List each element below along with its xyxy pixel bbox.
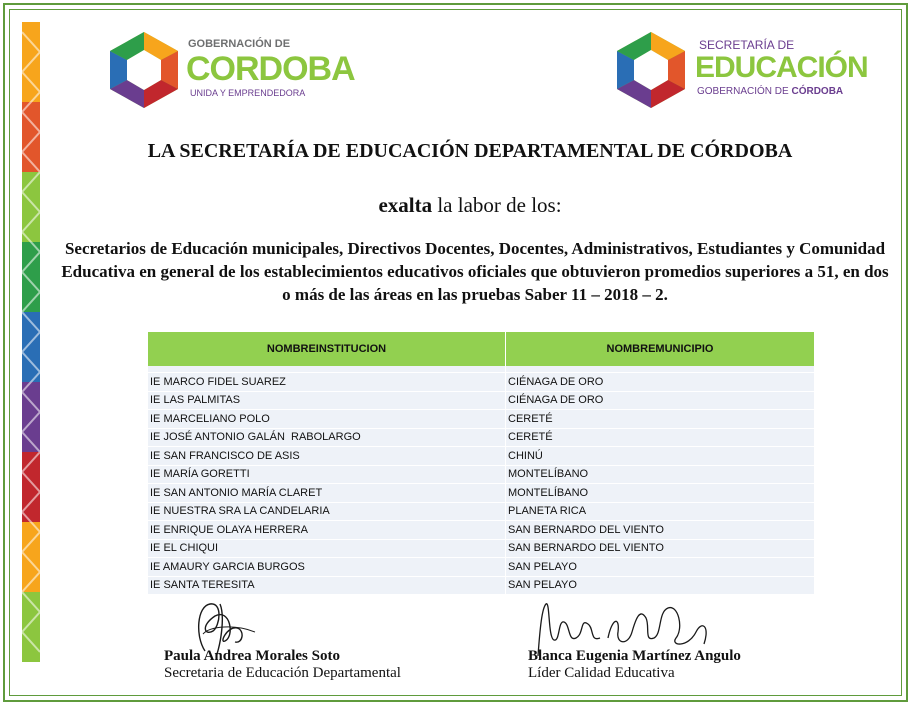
table-row (148, 484, 814, 503)
column-header-municipality: NOMBREMUNICIPIO (506, 332, 815, 366)
signer-2-title: Líder Calidad Educativa (528, 665, 675, 681)
institution-cell: IE ENRIQUE OLAYA HERRERA (148, 521, 506, 540)
institution-cell: IE MARÍA GORETTI (148, 465, 506, 484)
signer-2-name: Blanca Eugenia Martínez Angulo (528, 648, 741, 664)
table-row (148, 447, 814, 466)
exalta-bold: exalta (378, 193, 433, 217)
secretaria-educacion-logo (611, 30, 868, 110)
table-row (148, 502, 814, 521)
table-row (148, 521, 814, 540)
municipality-cell: CIÉNAGA DE ORO (506, 373, 815, 392)
municipality-cell: CERETÉ (506, 428, 815, 447)
table-header-row (148, 332, 814, 366)
institution-cell: IE SAN ANTONIO MARÍA CLARET (148, 484, 506, 503)
table-row (148, 428, 814, 447)
municipality-cell: PLANETA RICA (506, 502, 815, 521)
logo-edu-line3-bold: CÓRDOBA (791, 86, 844, 97)
municipality-cell: MONTELÍBANO (506, 465, 815, 484)
table-row (148, 539, 814, 558)
signer-1-name: Paula Andrea Morales Soto (164, 648, 340, 664)
institution-cell: IE SANTA TERESITA (148, 576, 506, 595)
signer-2 (528, 648, 741, 682)
page-title: LA SECRETARÍA DE EDUCACIÓN DEPARTAMENTAL DE CÓRDOBA (147, 140, 793, 162)
municipality-cell: SAN BERNARDO DEL VIENTO (506, 521, 815, 540)
municipality-cell: CHINÚ (506, 447, 815, 466)
logo-gob-line1: GOBERNACIÓN DE (188, 38, 291, 50)
gobernacion-logo (104, 30, 355, 110)
hexagon-logo-icon (104, 30, 184, 110)
logo-edu-line2: EDUCACIÓN (695, 51, 868, 84)
signer-1 (164, 648, 401, 682)
table-row (148, 465, 814, 484)
table-row (148, 576, 814, 595)
column-header-institution: NOMBREINSTITUCION (148, 332, 506, 366)
description: Secretarios de Educación municipales, Directivos Docentes, Docentes, Administrativos, Estudiantes y Comunidad Educativa en general de los establecimientos educativos oficiales que obtuvieron promedios superiores a 51, en dos o más de las áreas en las pruebas Saber 11 – 2018 – 2. (61, 239, 889, 304)
institution-cell: IE JOSÉ ANTONIO GALÁN RABOLARGO (148, 428, 506, 447)
exalta-rest: la labor de los: (432, 193, 562, 217)
logo-edu-line1: SECRETARÍA DE (699, 38, 795, 52)
municipality-cell: MONTELÍBANO (506, 484, 815, 503)
logo-gob-line2: CORDOBA (186, 50, 355, 88)
municipality-cell: CERETÉ (506, 410, 815, 429)
institution-cell: IE MARCO FIDEL SUAREZ (148, 373, 506, 392)
institution-cell: IE MARCELIANO POLO (148, 410, 506, 429)
municipality-cell: SAN PELAYO (506, 576, 815, 595)
institution-cell: IE LAS PALMITAS (148, 391, 506, 410)
signer-1-title: Secretaria de Educación Departamental (164, 665, 401, 681)
institution-cell: IE SAN FRANCISCO DE ASIS (148, 447, 506, 466)
table-row (148, 391, 814, 410)
logo-edu-line3-prefix: GOBERNACIÓN DE (697, 86, 792, 97)
logo-edu-line3 (697, 86, 843, 97)
institution-cell: IE NUESTRA SRA LA CANDELARIA (148, 502, 506, 521)
municipality-cell: SAN BERNARDO DEL VIENTO (506, 539, 815, 558)
municipality-cell: SAN PELAYO (506, 558, 815, 577)
hexagon-logo-icon (611, 30, 691, 110)
institution-cell: IE EL CHIQUI (148, 539, 506, 558)
table-row (148, 558, 814, 577)
institution-cell: IE AMAURY GARCIA BURGOS (148, 558, 506, 577)
institutions-table (148, 332, 814, 595)
table-row (148, 373, 814, 392)
exalta-line (40, 193, 900, 218)
decorative-stripe (22, 22, 40, 662)
logo-gob-line3: UNIDA Y EMPRENDEDORA (190, 88, 306, 98)
municipality-cell: CIÉNAGA DE ORO (506, 391, 815, 410)
signature-1-image (175, 596, 275, 656)
table-row (148, 410, 814, 429)
